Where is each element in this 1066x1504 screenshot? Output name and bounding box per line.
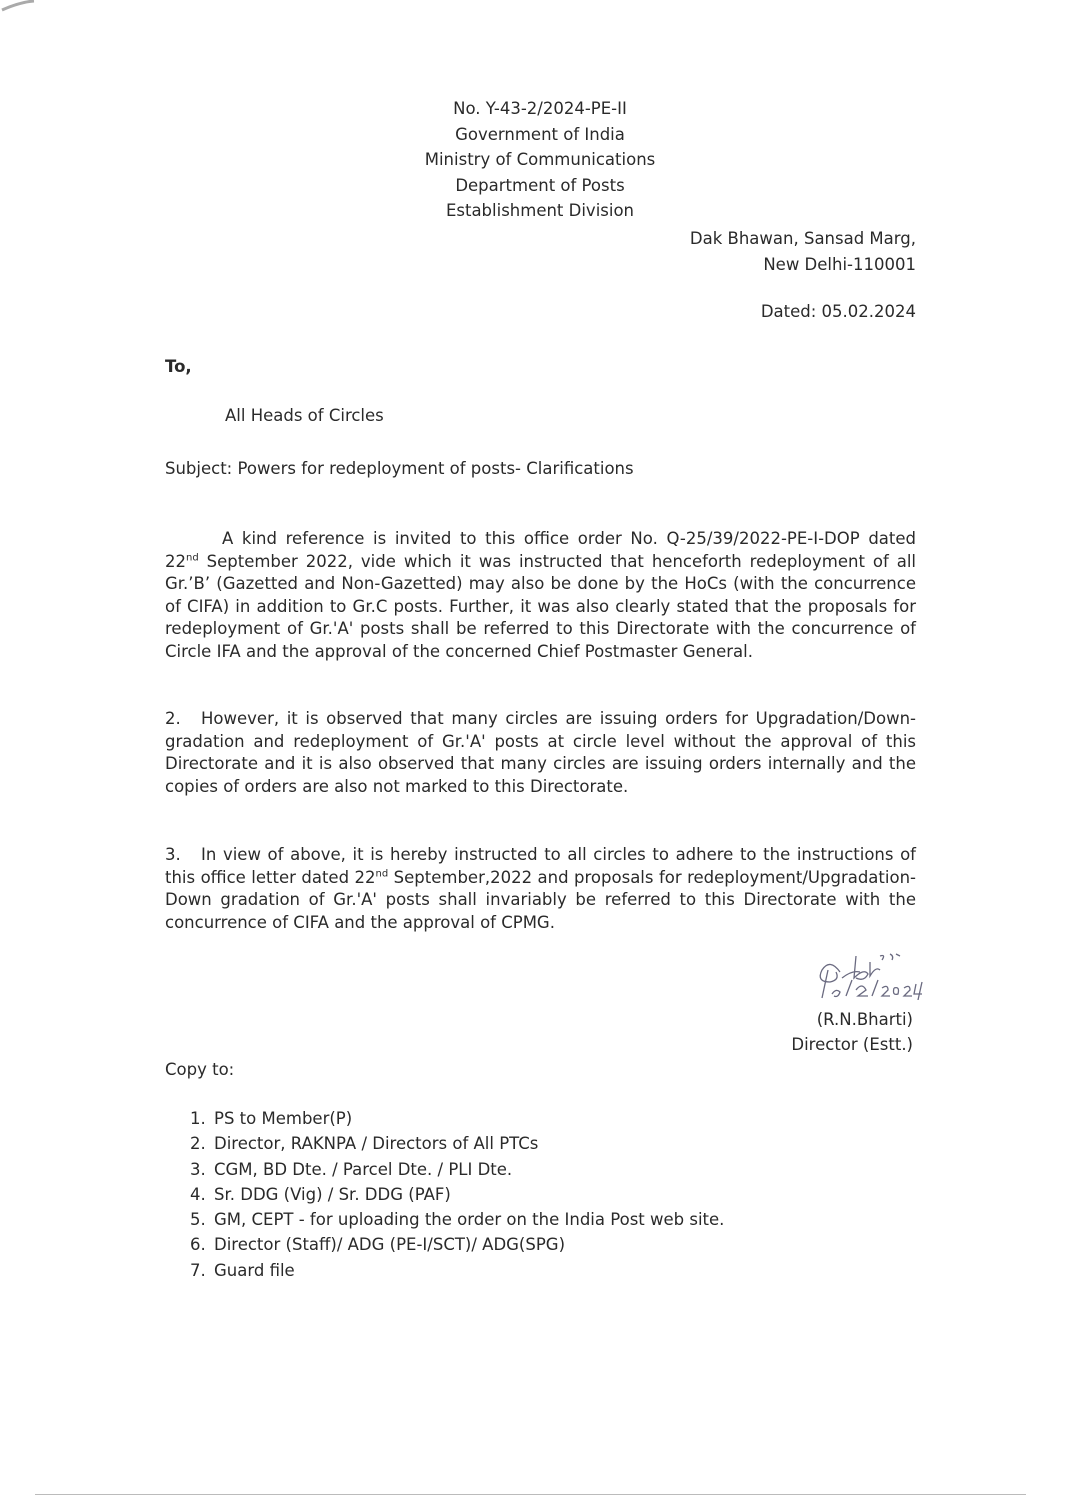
copy-to-list xyxy=(190,1106,724,1283)
scan-mark xyxy=(0,0,60,12)
item-number: 6. xyxy=(190,1235,206,1255)
text: September 2022, vide which it was instructed that henceforth redeployment of all Gr.’B’ (Gazetted and Non-Gazetted) may also be done by the HoCs (with the concurrence of CIFA) in addition to Gr.C posts. Further, it was also clearly stated that the proposals for redeployment of Gr.'A' posts shall be referred to this Directorate with the concurrence of Circle IFA and the approval of the concerned Chief Postmaster General. xyxy=(165,551,916,661)
paragraph-number: 3. xyxy=(165,845,181,864)
text: In view of above, it is hereby instructed to all circles to adhere to the instructions of this office letter dated 22 xyxy=(165,845,916,887)
item-number: 2. xyxy=(190,1134,206,1154)
item-text: Director (Staff)/ ADG (PE-I/SCT)/ ADG(SPG) xyxy=(214,1235,566,1255)
item-number: 7. xyxy=(190,1260,206,1280)
item-text: Director, RAKNPA / Directors of All PTCs xyxy=(214,1134,539,1154)
item-text: PS to Member(P) xyxy=(214,1109,353,1128)
signatory xyxy=(791,1007,913,1057)
item-text: Sr. DDG (Vig) / Sr. DDG (PAF) xyxy=(214,1184,451,1204)
list-item xyxy=(190,1157,724,1182)
header-line: Ministry of Communications xyxy=(424,150,656,169)
text: However, it is observed that many circles are issuing orders for Upgradation/Down-gradation and redeployment of Gr.'A' posts at circle level without the approval of this Directorate and it is also observed that many circles are issuing orders internally and the copies of orders are also not marked to this Directorate. xyxy=(165,709,916,796)
superscript: nd xyxy=(375,868,389,880)
text: September,2022 and proposals for redeployment/Upgradation-Down gradation of Gr.'A' posts shall invariably be referred to this Directorate with the concurrence of CIFA and the approval of CPMG. xyxy=(165,867,916,932)
header-line: Government of India xyxy=(455,124,625,144)
paragraph-1 xyxy=(165,528,916,664)
letter-header xyxy=(330,96,750,224)
item-number: 5. xyxy=(190,1210,206,1230)
item-text: Guard file xyxy=(214,1260,295,1280)
list-item xyxy=(190,1131,724,1156)
list-item xyxy=(190,1182,724,1207)
handwritten-signature xyxy=(780,950,970,1000)
item-number: 1. xyxy=(190,1109,206,1128)
text: A kind reference is invited to this office order No. Q-25/39/2022-PE-I-DOP dated 22 xyxy=(165,529,916,571)
to-label: To, xyxy=(165,357,192,376)
item-text: GM, CEPT - for uploading the order on the India Post web site. xyxy=(214,1210,725,1230)
paragraph-3 xyxy=(165,844,916,934)
item-number: 4. xyxy=(190,1184,206,1204)
list-item xyxy=(190,1207,724,1232)
header-line: Establishment Division xyxy=(445,201,635,220)
copy-to-label: Copy to: xyxy=(165,1060,235,1079)
superscript: nd xyxy=(186,552,199,564)
recipient: All Heads of Circles xyxy=(225,406,384,425)
address-line: New Delhi-110001 xyxy=(763,254,916,274)
list-item xyxy=(190,1258,724,1283)
address-line: Dak Bhawan, Sansad Marg, xyxy=(689,229,916,248)
office-address xyxy=(690,226,916,277)
signatory-designation: Director (Estt.) xyxy=(791,1035,913,1054)
paragraph-number: 2. xyxy=(165,709,181,728)
scan-edge-line xyxy=(35,1494,1026,1495)
paragraph-2 xyxy=(165,708,916,798)
list-item xyxy=(190,1232,724,1257)
signatory-name: (R.N.Bharti) xyxy=(816,1010,913,1029)
header-line: Department of Posts xyxy=(455,175,625,195)
subject: Subject: Powers for redeployment of posts- Clarifications xyxy=(165,459,634,478)
reference-number: No. Y-43-2/2024-PE-II xyxy=(453,99,627,118)
list-item xyxy=(190,1106,724,1131)
item-text: CGM, BD Dte. / Parcel Dte. / PLI Dte. xyxy=(214,1159,513,1179)
date: Dated: 05.02.2024 xyxy=(760,302,916,321)
item-number: 3. xyxy=(190,1159,206,1179)
